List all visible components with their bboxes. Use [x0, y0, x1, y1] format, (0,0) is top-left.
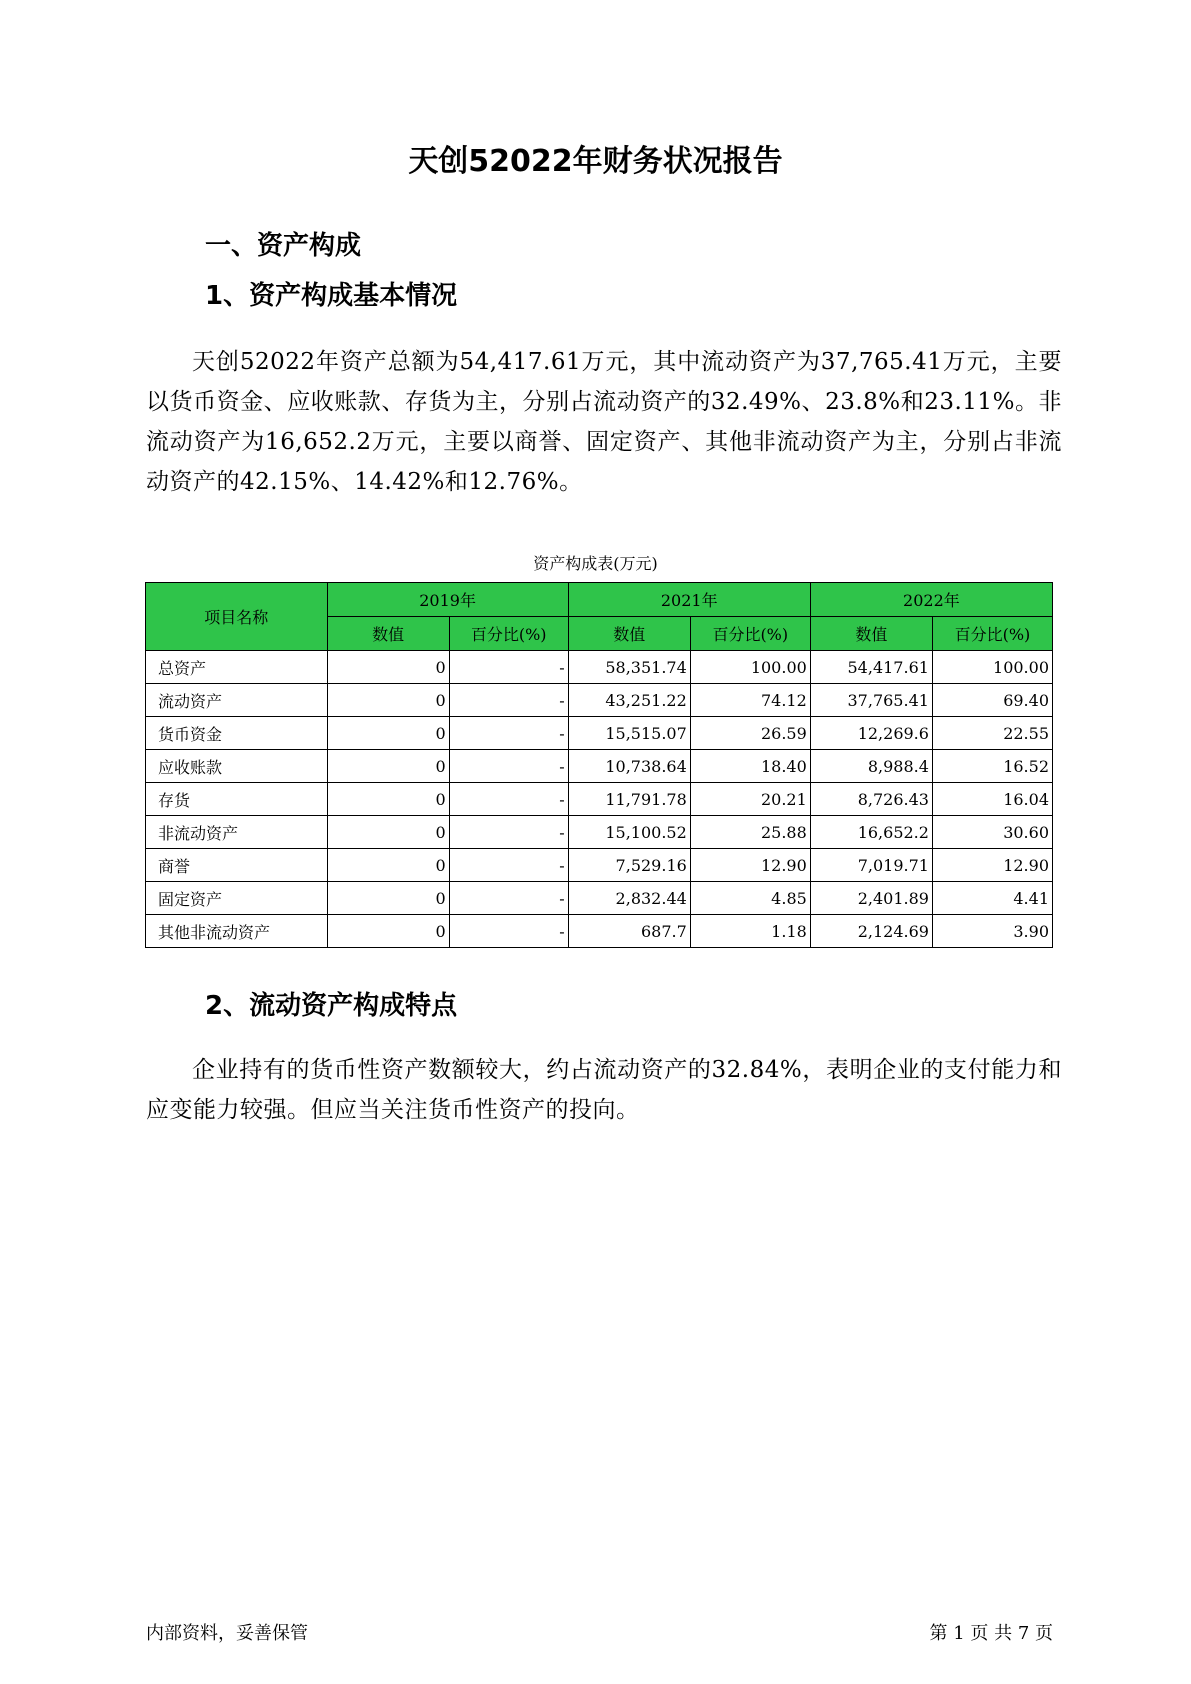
cell-2021-percent: 12.90	[690, 849, 810, 882]
cell-2022-percent: 30.60	[932, 816, 1052, 849]
cell-2021-percent: 74.12	[690, 684, 810, 717]
cell-2021-value: 687.7	[568, 915, 690, 948]
cell-2019-percent: -	[449, 684, 568, 717]
cell-2021-value: 15,100.52	[568, 816, 690, 849]
cell-2022-value: 2,401.89	[810, 882, 932, 915]
cell-2021-percent: 1.18	[690, 915, 810, 948]
footer-confidential-note: 内部资料，妥善保管	[146, 1623, 308, 1644]
header-year-2019: 2019年	[327, 583, 568, 617]
row-name: 固定资产	[146, 882, 328, 915]
table-row	[146, 816, 1053, 849]
row-name: 货币资金	[146, 717, 328, 750]
row-name: 其他非流动资产	[146, 915, 328, 948]
table-row	[146, 651, 1053, 684]
cell-2019-percent: -	[449, 783, 568, 816]
table-row	[146, 783, 1053, 816]
header-year-2021: 2021年	[568, 583, 810, 617]
row-name: 商誉	[146, 849, 328, 882]
header-value: 数值	[810, 617, 932, 651]
header-percent: 百分比(%)	[449, 617, 568, 651]
cell-2021-percent: 20.21	[690, 783, 810, 816]
document-title: 天创52022年财务状况报告	[408, 144, 783, 179]
cell-2021-value: 43,251.22	[568, 684, 690, 717]
subsection-heading-current-assets: 2、流动资产构成特点	[205, 991, 458, 1021]
table-row	[146, 717, 1053, 750]
cell-2019-percent: -	[449, 882, 568, 915]
cell-2019-percent: -	[449, 651, 568, 684]
cell-2022-value: 37,765.41	[810, 684, 932, 717]
row-name: 流动资产	[146, 684, 328, 717]
header-percent: 百分比(%)	[932, 617, 1052, 651]
cell-2022-value: 12,269.6	[810, 717, 932, 750]
table-row	[146, 882, 1053, 915]
cell-2021-value: 15,515.07	[568, 717, 690, 750]
header-percent: 百分比(%)	[690, 617, 810, 651]
cell-2019-value: 0	[327, 651, 449, 684]
cell-2021-percent: 18.40	[690, 750, 810, 783]
asset-composition-table	[145, 582, 1053, 948]
header-item-name: 项目名称	[146, 583, 328, 651]
cell-2021-percent: 25.88	[690, 816, 810, 849]
cell-2019-percent: -	[449, 816, 568, 849]
row-name: 总资产	[146, 651, 328, 684]
cell-2019-percent: -	[449, 915, 568, 948]
paragraph-current-assets: 企业持有的货币性资产数额较大，约占流动资产的32.84%，表明企业的支付能力和应变能力较强。但应当关注货币性资产的投向。	[146, 1057, 1062, 1123]
cell-2022-percent: 22.55	[932, 717, 1052, 750]
cell-2022-value: 7,019.71	[810, 849, 932, 882]
header-value: 数值	[568, 617, 690, 651]
cell-2019-value: 0	[327, 684, 449, 717]
cell-2022-value: 8,988.4	[810, 750, 932, 783]
cell-2022-value: 16,652.2	[810, 816, 932, 849]
cell-2022-value: 8,726.43	[810, 783, 932, 816]
subsection-heading-basic: 1、资产构成基本情况	[205, 281, 458, 311]
table-row	[146, 849, 1053, 882]
cell-2021-value: 7,529.16	[568, 849, 690, 882]
cell-2019-value: 0	[327, 750, 449, 783]
section-heading-asset-composition: 一、资产构成	[205, 231, 362, 261]
cell-2022-percent: 100.00	[932, 651, 1052, 684]
cell-2022-percent: 69.40	[932, 684, 1052, 717]
cell-2021-value: 58,351.74	[568, 651, 690, 684]
table-row	[146, 684, 1053, 717]
row-name: 存货	[146, 783, 328, 816]
cell-2019-value: 0	[327, 915, 449, 948]
cell-2022-percent: 16.52	[932, 750, 1052, 783]
cell-2022-percent: 3.90	[932, 915, 1052, 948]
cell-2019-percent: -	[449, 849, 568, 882]
cell-2022-percent: 12.90	[932, 849, 1052, 882]
header-value: 数值	[327, 617, 449, 651]
cell-2022-value: 2,124.69	[810, 915, 932, 948]
table-caption: 资产构成表(万元)	[533, 554, 658, 573]
cell-2019-value: 0	[327, 849, 449, 882]
cell-2021-percent: 100.00	[690, 651, 810, 684]
paragraph-asset-summary: 天创52022年资产总额为54,417.61万元，其中流动资产为37,765.41万元，主要以货币资金、应收账款、存货为主，分别占流动资产的32.49%、23.8%和23.11%。非流动资产为16,652.2万元，主要以商誉、固定资产、其他非流动资产为主，分别占非流动资产的42.15%、14.42%和12.76%。	[146, 349, 1062, 495]
cell-2019-value: 0	[327, 717, 449, 750]
cell-2019-value: 0	[327, 783, 449, 816]
cell-2019-value: 0	[327, 882, 449, 915]
cell-2019-value: 0	[327, 816, 449, 849]
footer-page-number: 第 1 页 共 7 页	[929, 1623, 1053, 1644]
cell-2021-value: 11,791.78	[568, 783, 690, 816]
table-row	[146, 750, 1053, 783]
cell-2022-percent: 16.04	[932, 783, 1052, 816]
cell-2021-value: 2,832.44	[568, 882, 690, 915]
cell-2021-value: 10,738.64	[568, 750, 690, 783]
row-name: 非流动资产	[146, 816, 328, 849]
cell-2021-percent: 4.85	[690, 882, 810, 915]
cell-2019-percent: -	[449, 717, 568, 750]
header-year-2022: 2022年	[810, 583, 1052, 617]
table-row	[146, 915, 1053, 948]
cell-2019-percent: -	[449, 750, 568, 783]
cell-2021-percent: 26.59	[690, 717, 810, 750]
cell-2022-value: 54,417.61	[810, 651, 932, 684]
row-name: 应收账款	[146, 750, 328, 783]
cell-2022-percent: 4.41	[932, 882, 1052, 915]
